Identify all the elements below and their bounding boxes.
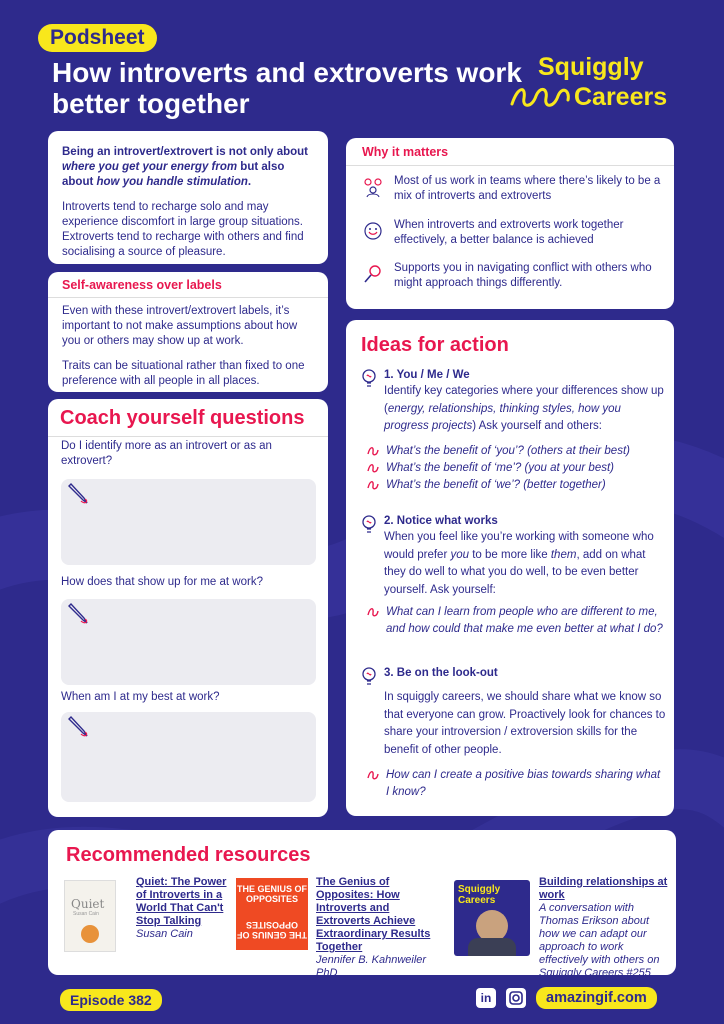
people-icon	[362, 176, 384, 198]
self-awareness-paragraph: Traits can be situational rather than fixed to one preference with all people in all places.	[62, 360, 305, 387]
book-title-link[interactable]: Quiet: The Power of Introverts in a World That Can't Stop Talking	[136, 876, 227, 927]
idea-bullet	[364, 460, 666, 477]
idea-bullet-text: How can I create a positive bias towards sharing what I know?	[386, 769, 661, 798]
why-item	[362, 174, 667, 204]
idea-body-emphasis: you	[450, 548, 470, 561]
intro-lead-emphasis: where you get your energy from	[62, 161, 238, 173]
intro-lead-text: Being an introvert/extrovert is not only about	[62, 146, 309, 158]
idea-item	[360, 514, 666, 638]
coach-yourself-card	[48, 399, 328, 817]
page-title: How introverts and extroverts work better together	[52, 57, 522, 119]
squiggle-bullet-icon	[366, 768, 380, 782]
lightbulb-icon	[360, 368, 378, 390]
idea-title: 3. Be on the look-out	[384, 667, 498, 679]
intro-lead-emphasis: how you handle stimulation	[96, 176, 248, 188]
coach-question: When am I at my best at work?	[61, 691, 220, 703]
idea-bullets	[360, 767, 666, 801]
book-title-link[interactable]: The Genius of Opposites: How Introverts and Extroverts Achieve Extraordinary Results Together	[316, 876, 431, 953]
self-awareness-paragraph: Even with these introvert/extrovert labels, it’s important to not make assumptions about how you or others may show up at work.	[62, 305, 298, 347]
website-link[interactable]: amazingif.com	[536, 987, 657, 1009]
cover-title: Quiet	[71, 897, 105, 911]
idea-item	[360, 666, 666, 801]
book-entry	[316, 876, 440, 980]
why-heading: Why it matters	[346, 138, 674, 166]
squiggly-careers-logo	[510, 54, 690, 114]
coach-question: How does that show up for me at work?	[61, 576, 263, 588]
self-awareness-card	[48, 272, 328, 392]
idea-title: 1. You / Me / We	[384, 369, 470, 381]
pencil-icon	[65, 601, 91, 627]
episode-entry	[539, 876, 671, 980]
self-awareness-heading: Self-awareness over labels	[48, 278, 328, 298]
squiggle-bullet-icon	[366, 605, 380, 619]
idea-body-text: to be more like	[469, 548, 551, 561]
idea-bullet	[364, 443, 666, 460]
idea-body-text: , add on what they do well to what you do well, to be even better yourself. Ask yourself:	[384, 548, 646, 596]
linkedin-icon[interactable]: in	[476, 988, 496, 1008]
answer-box[interactable]	[61, 479, 316, 565]
intro-card	[48, 131, 328, 264]
book-author: Susan Cain	[136, 928, 193, 940]
cover-author: Susan Cain	[73, 911, 99, 917]
idea-body-text: When you feel like you’re working with someone who would prefer	[384, 531, 654, 561]
squiggle-bullet-icon	[366, 478, 380, 492]
episode-cover[interactable]	[454, 880, 530, 956]
logo-line-1: Squiggly	[538, 53, 644, 81]
pencil-icon	[65, 714, 91, 740]
idea-bullet-text: What can I learn from people who are different to me, and how could that make me even better at what I do?	[386, 606, 663, 635]
idea-bullet	[364, 477, 666, 494]
squiggle-bullet-icon	[366, 461, 380, 475]
lightbulb-icon	[360, 514, 378, 536]
book-entry	[136, 876, 232, 941]
idea-item	[360, 368, 666, 494]
idea-bullet	[364, 604, 666, 638]
episode-description: A conversation with Thomas Erikson about how we can adapt our approach to work effectively with others on Squiggly Careers #255	[539, 902, 660, 979]
cover-title: Squiggly Careers	[458, 884, 501, 906]
episode-badge: Episode 382	[60, 989, 162, 1011]
why-item	[362, 218, 667, 248]
intro-lead-text: .	[247, 176, 252, 188]
intro-body: Introverts tend to recharge solo and may experience discomfort in large group situations. Extroverts tend to recharge with others and find socialising a source of pleasure.	[62, 201, 304, 258]
idea-bullet-text: What’s the benefit of ‘you’? (others at their best)	[386, 444, 630, 457]
cover-title: THE GENIUS OF OPPOSITES	[236, 884, 307, 904]
squiggle-logo-icon	[510, 82, 574, 112]
cover-circle	[81, 925, 99, 943]
idea-bullet-text: What’s the benefit of ‘we’? (better together)	[386, 478, 606, 491]
book-cover-quiet[interactable]	[64, 880, 116, 952]
intro-lead	[62, 145, 314, 190]
cover-title-inverted: THE GENIUS OF OPPOSITES	[237, 920, 308, 940]
why-text: Most of us work in teams where there’s likely to be a mix of introverts and extroverts	[394, 175, 661, 202]
idea-bullet	[364, 767, 666, 801]
book-author: Jennifer B. Kahnweiler PhD	[316, 954, 427, 979]
balance-icon	[362, 220, 384, 242]
why-text: When introverts and extroverts work together effectively, a better balance is achieved	[394, 219, 624, 246]
idea-body-text: ) Ask yourself and others:	[472, 420, 602, 432]
idea-body-emphasis: energy, relationships, thinking styles, how you progress projects	[384, 402, 621, 432]
ideas-for-action-card	[346, 320, 674, 816]
idea-bullet-text: What’s the benefit of ‘me’? (you at your best)	[386, 461, 614, 474]
idea-body: In squiggly careers, we should share what we know so that everyone can grow. Proactively look for chances to share your introversion / extroversion skills for the benefit of other people.	[384, 691, 666, 756]
idea-bullets	[360, 443, 666, 494]
idea-body-text: Identify key categories where your differences show up (	[384, 385, 664, 415]
instagram-glyph	[506, 988, 526, 1008]
pencil-icon	[65, 481, 91, 507]
idea-body	[384, 529, 666, 599]
intro-lead-text: but also about	[62, 161, 285, 188]
idea-bullets	[360, 604, 666, 638]
logo-line-2: Careers	[574, 83, 668, 111]
resources-heading: Recommended resources	[66, 844, 311, 866]
ideas-heading: Ideas for action	[361, 334, 509, 356]
guest-shoulders	[468, 938, 516, 956]
episode-title-link[interactable]: Building relationships at work	[539, 876, 668, 901]
idea-title: 2. Notice what works	[384, 515, 498, 527]
podsheet-tag: Podsheet	[38, 24, 157, 52]
answer-box[interactable]	[61, 712, 316, 802]
coach-question: Do I identify more as an introvert or as an extrovert?	[61, 440, 272, 467]
instagram-icon[interactable]	[506, 988, 526, 1008]
why-text: Supports you in navigating conflict with others who might approach things differently.	[394, 262, 652, 289]
book-cover-genius[interactable]	[236, 878, 308, 950]
coach-heading: Coach yourself questions	[48, 407, 328, 437]
why-it-matters-card	[346, 138, 674, 309]
magnifier-icon	[362, 263, 384, 285]
why-item	[362, 261, 667, 291]
idea-body-emphasis: them	[550, 548, 577, 561]
squiggle-bullet-icon	[366, 444, 380, 458]
answer-box[interactable]	[61, 599, 316, 685]
recommended-resources-card	[48, 830, 676, 979]
idea-body	[384, 383, 666, 436]
lightbulb-icon	[360, 666, 378, 688]
